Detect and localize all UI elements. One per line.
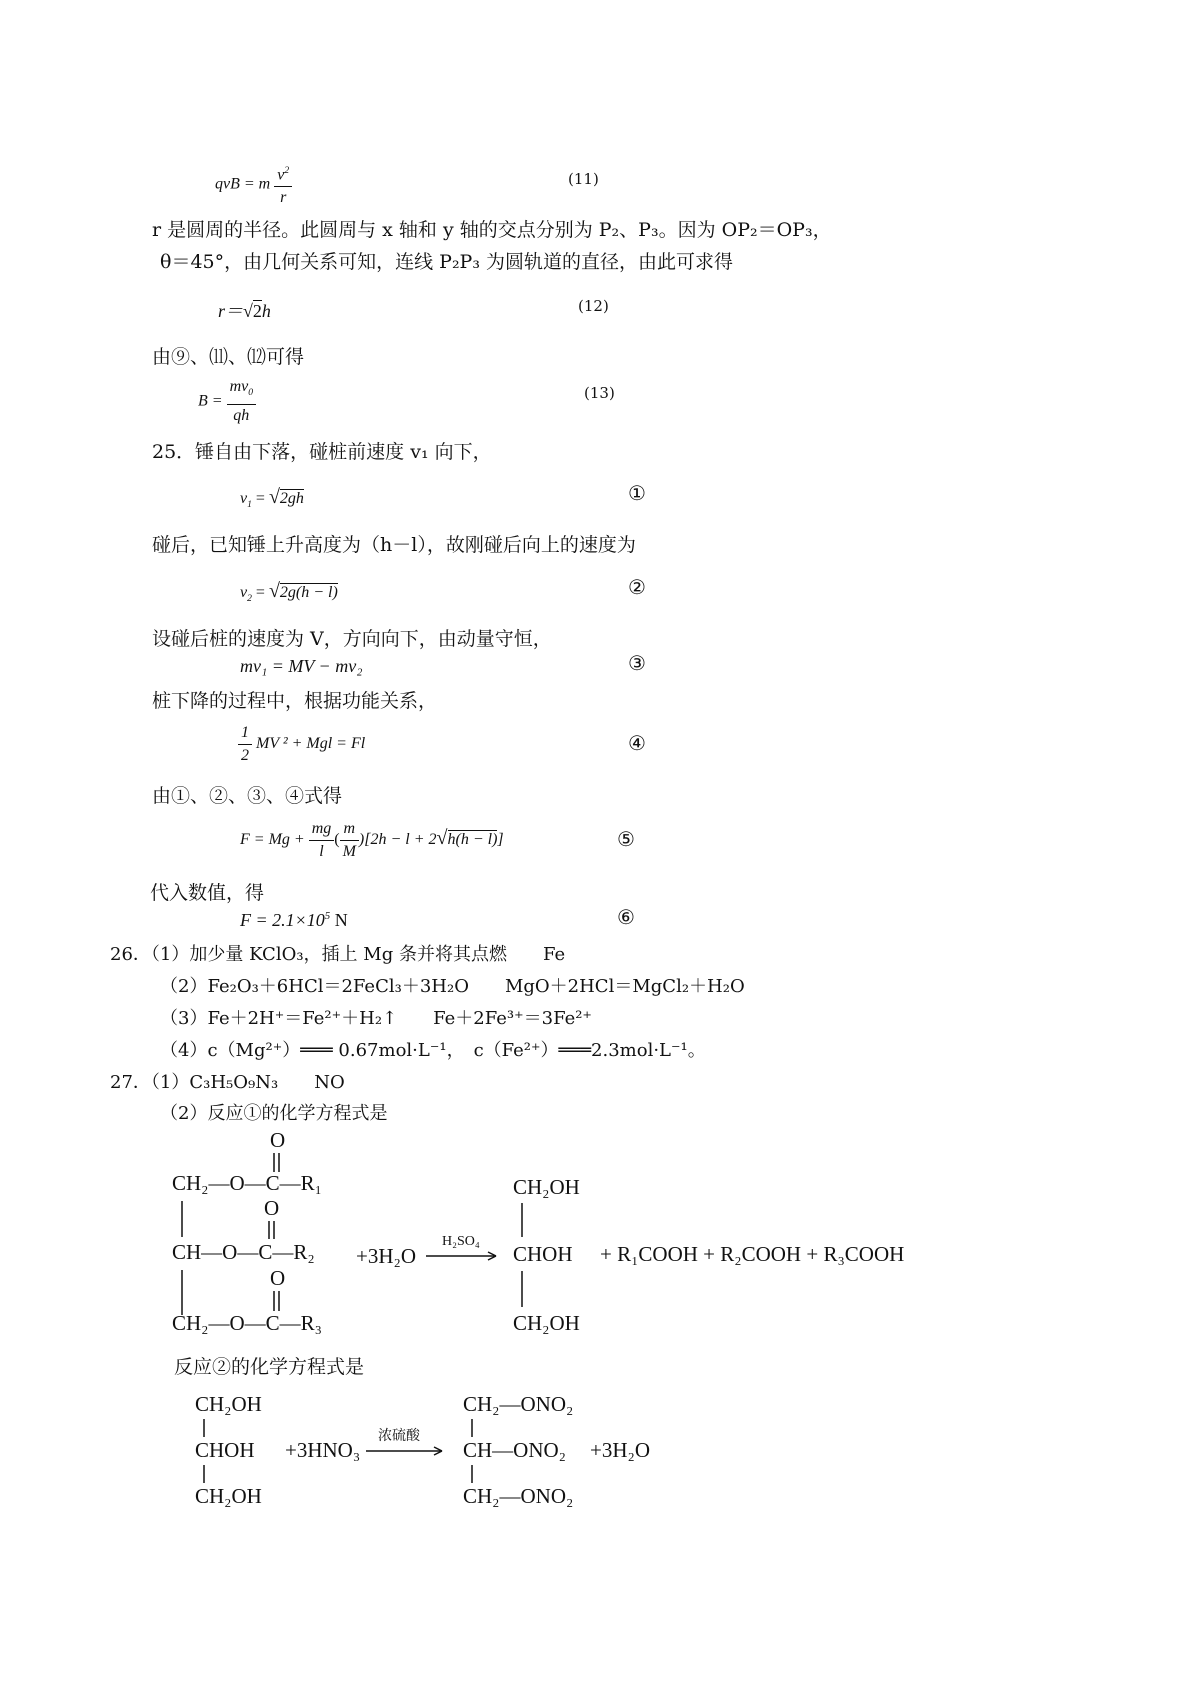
eq6-unit: N: [330, 910, 348, 930]
r2-glycerol-bottom: CH₂OH: [195, 1484, 262, 1508]
eq13-den: qh: [227, 404, 256, 427]
r1-acids: + R₁COOH + R₂COOH + R₃COOH: [600, 1242, 905, 1266]
equation-5: F = Mg + $\frac{mg}{l}$ ( $\frac{m}{M}$ )[2h − l + 2√h(h − l)]: [240, 818, 504, 863]
mark-6: ⑥: [617, 905, 635, 929]
eq2-equals: =: [255, 584, 265, 601]
eq5-f1-den: l: [309, 840, 335, 863]
eq13-tag: (13): [584, 384, 615, 402]
eq4-num: 1: [241, 724, 249, 741]
equation-4: [238, 722, 365, 767]
eq1-radicand: 2gh: [279, 490, 304, 507]
equation-1: $v_1 = √2gh$: [240, 486, 304, 511]
eq11-sup: 2: [284, 165, 290, 176]
r2-nitric-acid: +3HNO₃: [285, 1438, 361, 1462]
eq11-num: v: [277, 166, 285, 184]
equation-2: $v_2 = √2g(h - l)$: [240, 580, 338, 605]
r1-catalyst: H₂SO₄: [442, 1234, 480, 1249]
r2-catalyst: 浓硫酸: [378, 1429, 420, 1444]
eq4-rest: MV ² + Mgl = Fl: [256, 735, 366, 753]
mark-1: ①: [628, 481, 646, 505]
eq13-num: mv: [229, 378, 249, 395]
text-theta: θ＝45°，由几何关系可知，连线 P₂P₃ 为圆轨道的直径，由此可求得: [160, 251, 733, 273]
eq5-fraction-2: [340, 818, 359, 863]
eq11-tag: (11): [568, 170, 599, 188]
eq12-radicand: 2: [252, 301, 262, 321]
mark-3: ③: [628, 651, 646, 675]
reaction-2-diagram: [180, 1385, 700, 1520]
r1-o-mid: O: [264, 1196, 280, 1220]
equation-3: mv₁ = MV − mv₂: [240, 656, 363, 676]
equation-13: [198, 376, 256, 427]
eq5-f2-den: M: [340, 840, 359, 863]
eq4-den: 2: [238, 744, 252, 767]
reaction-2-label: 反应②的化学方程式是: [174, 1356, 365, 1378]
question-26-3: （3）Fe＋2H⁺＝Fe²⁺＋H₂↑ Fe＋2Fe³⁺＝3Fe²⁺: [160, 1008, 592, 1029]
r2-product-mid: CH—ONO₂: [463, 1438, 566, 1462]
question-26-2: （2）Fe₂O₃＋6HCl＝2FeCl₃＋3H₂O MgO＋2HCl＝MgCl₂＋H₂O: [160, 976, 745, 997]
r2-glycerol-mid: CHOH: [195, 1438, 255, 1462]
r1-ch2-bottom: CH₂—O—C—R₃: [172, 1311, 322, 1335]
text-substitute: 代入数值，得: [150, 882, 265, 904]
eq1-sub: 1: [247, 499, 252, 511]
eq5-mid: )[2h − l + 2: [358, 831, 437, 849]
eq12-tag: (12): [578, 297, 609, 315]
equation-11: [215, 160, 292, 209]
text-after-impact: 碰后，已知锤上升高度为（h－l），故刚碰后向上的速度为: [152, 534, 636, 556]
eq6-text: F = 2.1×10: [240, 910, 325, 930]
question-26-4: （4）c（Mg²⁺）═══ 0.67mol·L⁻¹， c（Fe²⁺）═══2.3mol·L⁻¹。: [160, 1040, 706, 1061]
eq11-lhs: qvB = m: [215, 175, 271, 193]
text-momentum: 设碰后桩的速度为 V，方向向下，由动量守恒，: [152, 628, 552, 650]
r1-water: +3H₂O: [356, 1244, 416, 1268]
r2-product-bottom: CH₂—ONO₂: [463, 1484, 574, 1508]
equation-12: r＝√2h: [218, 301, 271, 321]
text-from-9: 由⑨、⑾、⑿可得: [152, 346, 305, 368]
eq13-num-sub: 0: [248, 387, 254, 399]
r2-glycerol-top: CH₂OH: [195, 1392, 262, 1416]
eq11-den: r: [274, 186, 292, 209]
question-27-1: 27．（1）C₃H₅O₉N₃ NO: [110, 1072, 345, 1093]
eq2-sub: 2: [247, 593, 252, 605]
eq5-radicand: h(h − l): [447, 831, 498, 849]
text-from-1: 由①、②、③、④式得: [152, 785, 343, 807]
r1-o-bottom: O: [270, 1266, 286, 1290]
text-energy: 桩下降的过程中，根据功能关系，: [152, 690, 438, 712]
eq2-radicand: 2g(h − l): [279, 584, 338, 601]
mark-4: ④: [628, 731, 646, 755]
r2-water: +3H₂O: [590, 1438, 650, 1462]
eq4-fraction: [238, 722, 252, 767]
eq5-end: ]: [497, 831, 504, 849]
mark-5: ⑤: [617, 827, 635, 851]
eq13-lhs: B =: [198, 392, 223, 410]
eq5-f1-num: mg: [311, 820, 332, 837]
eq11-fraction: [274, 160, 292, 209]
r1-glycerol-mid: CHOH: [513, 1242, 573, 1266]
eq12-h: h: [261, 301, 271, 321]
eq12-lhs: r＝: [218, 301, 244, 321]
equation-6: [240, 910, 348, 931]
eq5-fraction-1: [309, 818, 335, 863]
r1-ch-mid: CH—O—C—R₂: [172, 1240, 315, 1264]
eq6-sup: 5: [324, 910, 331, 922]
eq1-lhs: v: [240, 490, 248, 507]
r1-o-top: O: [270, 1128, 286, 1152]
eq5-lhs: F = Mg +: [240, 831, 305, 849]
r1-glycerol-top: CH₂OH: [513, 1175, 580, 1199]
r1-ch2-top: CH₂—O—C—R₁: [172, 1171, 322, 1195]
eq1-equals: =: [255, 490, 265, 507]
r1-glycerol-bottom: CH₂OH: [513, 1311, 580, 1335]
eq5-f2-num: m: [343, 820, 356, 837]
question-25: 25．锤自由下落，碰桩前速度 v₁ 向下，: [152, 441, 492, 463]
text-r-radius: r 是圆周的半径。此圆周与 x 轴和 y 轴的交点分别为 P₂、P₃。因为 OP₂＝OP₃，: [152, 219, 832, 241]
question-26-1: 26．（1）加少量 KClO₃，插上 Mg 条并将其点燃 Fe: [110, 944, 566, 965]
reaction-1-diagram: [160, 1125, 920, 1355]
mark-2: ②: [628, 575, 646, 599]
r2-product-top: CH₂—ONO₂: [463, 1392, 574, 1416]
question-27-2: （2）反应①的化学方程式是: [160, 1103, 388, 1124]
eq13-fraction: [227, 376, 256, 427]
eq2-lhs: v: [240, 584, 248, 601]
